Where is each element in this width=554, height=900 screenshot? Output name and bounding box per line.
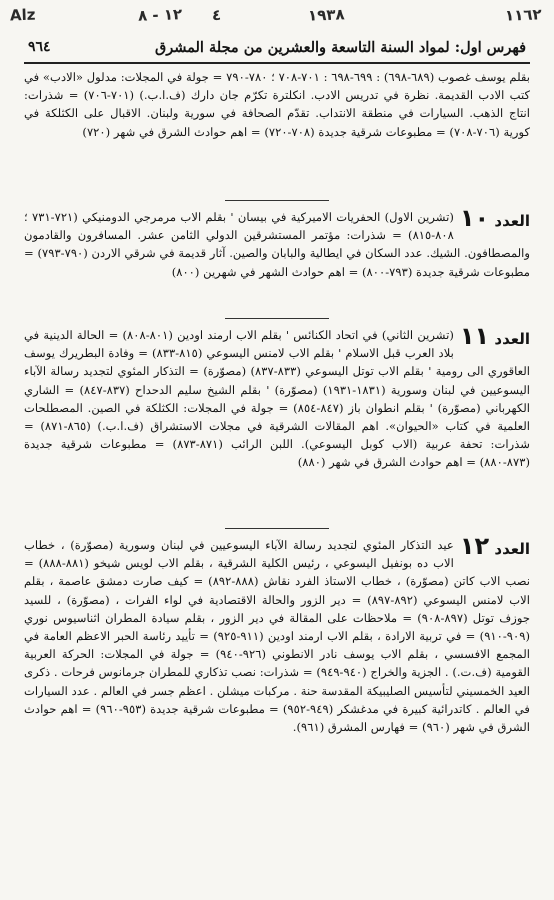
entry-issue-12 (24, 532, 531, 736)
page-number: ٩٦٤ (28, 39, 51, 55)
handwritten-note-right: ١١٦٢ (505, 5, 543, 25)
entry-text: بقلم يوسف غصوب (٦٨٩-٦٩٨) : ٦٩٩-٦٩٨ : ٧٠١-٧٠٨ ؛ ٧٨٠-٧٩٠ = جولة في المجلات: مدلول «الادب» في كتب الادب القديمة. نظرة في تدريس الادب. انكلترة تكرّم جان دارك (ف.ا.ب.) (٧٠١-٧٠٦) = شذرات: انتاج الذهب. السيارات في منطقة الانتداب. تقدّم الصحافة في سورية ولبنان. الاقبال على الكثلكة في كورية (٧٠٦-٧٠٨) = مطبوعات شرقية جديدة (٧٠٨-٧٢٠) = اهم حوادث الشرق في شهر (٧٢٠) (24, 70, 530, 139)
issue-label: العدد (494, 540, 530, 558)
handwritten-note-left: Alz (9, 5, 36, 25)
entry-text: (تشرين الثاني) في اتحاد الكنائس ' بقلم الاب ارمند اودين (٨٠١-٨٠٨) = الحالة الدينية في بلاد العرب قبل الاسلام ' بقلم الاب لامنس اليسوعي (٨١٥-٨٣٣) = وفادة البطريرك يوسف العاقوري الى رومية ' بقلم الاب توتل اليسوعي (٨٣٣-٨٣٧) (مصوّرة) = التذكار المئوي لتجديد رسالة الآباء اليسوعيين في لبنان وسورية (١٨٣١-١٩٣١) (مصوّرة) ' بقلم الشيخ سليم الدحداح (٨٣٧-٨٤٧) = الشاري الكهرباني (مصوّرة) ' بقلم انطوان باز (٨٤٧-٨٥٤) = جولة في المجلات: الكثلكة في الصين. المصطلحات العلمية في كتاب «الحيوان». اهم المقالات الشرقية في مجلات الاستشراق (ف.ا.ب.) (٨٦٥-٨٧١) = شذرات: تحفة عربية (الاب كوبل اليسوعي). اللبن الرائب (٨٧١-٨٧٣) = مطبوعات شرقية جديدة (٨٧٣-٨٨٠) = اهم حوادث الشرق في شهر (٨٨٠) (24, 328, 531, 470)
handwritten-note-date-2: ٤ (211, 5, 222, 25)
page-header (28, 34, 526, 60)
entry-text: عيد التذكار المئوي لتجديد رسالة الآباء اليسوعيين في لبنان وسورية (مصوّرة) ، خطاب الاب ده بونفيل اليسوعي ، رئيس الكلية الشرقية ، بقلم الاب لويس شيخو (٨٨١-٨٨٨) = نصب الاب كاتن (مصوّرة) ، خطاب الاستاذ الفرد نقاش (٨٨٨-٨٩٢) = كيف صارت دمشق عاصمة ، بقلم الاب لامنس اليسوعي (٨٩٢-٨٩٧) = دير الزور والحالة الاقتصادية في لواء الفرات ، (مصوّرة) ، للسيد جوزف توتل (٨٩٧-٩٠٨) = ملاحظات على المقالة في دير الزور ، بقلم سيادة المطران اثناسيوس نوري (٩٠٩-٩١٠) = في تربية الارادة ، بقلم الاب ارمند اودين (٩١١-٩٢٥) = تأييد رئاسة الحبر الاعظم العامة في المجمع الافسسي ، بقلم الاب يوسف نادر الانطوني (٩٢٦-٩٤٠) = جولة في المجلات: الحركة العربية القومية (ف.ت.) . الجزية والخراج (٩٤٠-٩٤٩) = شذرات: نصب تذكاري للمطران جرمانوس فرحات . ذكرى العيد الخمسيني لتأسيس الصليبيكة المقدسة حنة . مركبات ميشلن . اعظم جسر في العالم . عدد السيارات في العالم . كاتدرائية كبيرة في مدغشكر (٩٤٩-٩٥٢) = مطبوعات شرقية جديدة (٩٥٣-٩٦٠) = اهم حوادث الشرق في شهر (٩٦٠) = فهارس المشرق (٩٦١). (24, 538, 531, 735)
issue-heading (459, 532, 530, 560)
issue-label: العدد (494, 330, 530, 348)
issue-label: العدد (494, 212, 530, 230)
handwritten-note-year: ١٩٣٨ (307, 5, 345, 25)
entry-issue-10 (24, 204, 530, 281)
entry-issue-11 (24, 322, 531, 472)
handwritten-note-date-1: ١٢ - ٨ (137, 5, 183, 25)
handwritten-annotations (0, 6, 554, 32)
section-divider (225, 318, 329, 319)
section-divider (225, 528, 329, 529)
issue-heading (459, 204, 530, 232)
section-divider (225, 200, 329, 201)
issue-heading (459, 322, 530, 350)
header-rule (24, 62, 530, 64)
issue-number: ١١ (459, 322, 490, 350)
issue-number: ١٠ (459, 204, 490, 232)
entry-continuation (24, 68, 530, 141)
page-title: فهرس اول: لمواد السنة التاسعة والعشرين من مجلة المشرق (154, 38, 526, 56)
entry-text: (تشرين الاول) الحفريات الاميركية في بيسان ' بقلم الاب مرمرجي الدومنيكي (٧٢١-٧٣١ ؛ ٨٠٨-٨١٥) = شذرات: مؤتمر المستشرقين الدولي الثامن عشر. المسافرون والقادمون والمصطافون. الشيك. عدد السكان في ايطالية والبابان والصين. آثار قديمة في شرقي الاردن (٧٩٠-٧٩٣) = مطبوعات شرقية جديدة (٧٩٣-٨٠٠) = اهم حوادث الشهر في شهرين (٨٠٠) (24, 210, 530, 279)
issue-number: ١٢ (459, 532, 490, 560)
